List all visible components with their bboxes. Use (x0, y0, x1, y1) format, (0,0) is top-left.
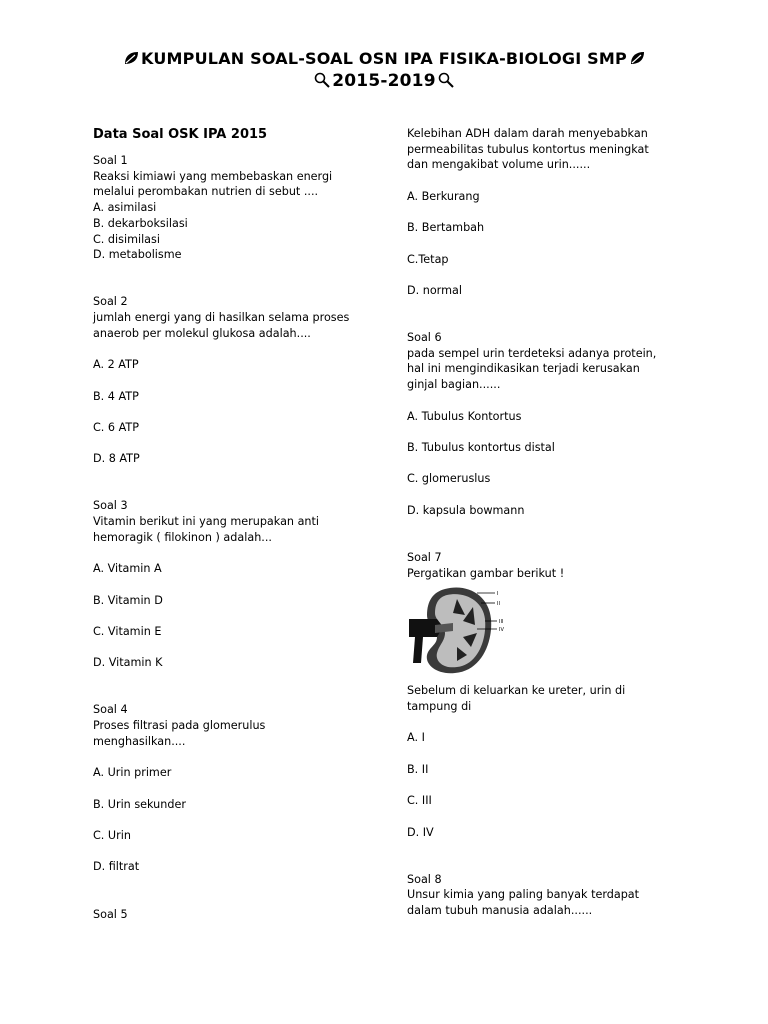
answer-option: C. Urin (93, 829, 131, 843)
answer-option: C. glomeruslus (407, 472, 491, 486)
question-text: permeabilitas tubulus kontortus meningkat (407, 142, 649, 156)
answer-option: B. Tubulus kontortus distal (407, 440, 555, 454)
question-text: hemoragik ( filokinon ) adalah... (93, 530, 272, 544)
question-label: Soal 6 (407, 331, 442, 345)
answer-option: D. normal (407, 283, 462, 297)
answer-option: B. II (407, 762, 429, 776)
right-column (407, 126, 707, 919)
answer-option: D. kapsula bowmann (407, 503, 525, 517)
kidney-diagram (407, 585, 517, 677)
figure-label: I (497, 591, 499, 598)
answer-option: C.Tetap (407, 252, 449, 266)
magnifier-icon (438, 72, 454, 88)
question-text: menghasilkan.... (93, 734, 186, 748)
answer-option: A. Tubulus Kontortus (407, 409, 522, 423)
answer-option: B. Vitamin D (93, 593, 163, 607)
page-subtitle (0, 70, 768, 92)
answer-option: B. Bertambah (407, 221, 485, 235)
question-label: Soal 4 (93, 703, 128, 717)
question-label: Soal 2 (93, 295, 128, 309)
answer-option: B. Urin sekunder (93, 797, 186, 811)
question-text: dan mengakibat volume urin...... (407, 158, 591, 172)
question-text: jumlah energi yang di hasilkan selama proses (93, 311, 350, 325)
section-heading: Data Soal OSK IPA 2015 (93, 127, 268, 142)
title-line2: 2015-2019 (332, 71, 436, 91)
question-text: tampung di (407, 699, 472, 713)
title-line1: KUMPULAN SOAL-SOAL OSN IPA FISIKA-BIOLOGI SMP (141, 49, 627, 68)
answer-option: D. filtrat (93, 860, 140, 874)
question-text: Proses filtrasi pada glomerulus (93, 719, 266, 733)
question-text: anaerob per molekul glukosa adalah.... (93, 326, 311, 340)
answer-option: A. Berkurang (407, 189, 480, 203)
question-text: Kelebihan ADH dalam darah menyebabkan (407, 127, 648, 140)
answer-option: A. Urin primer (93, 766, 172, 780)
question-text: dalam tubuh manusia adalah...... (407, 904, 593, 917)
figure-label: III (499, 619, 504, 626)
leaf-icon (629, 50, 645, 66)
answer-option: A. I (407, 731, 425, 745)
question-text: Pergatikan gambar berikut ! (407, 566, 565, 580)
question-text: Sebelum di keluarkan ke ureter, urin di (407, 684, 626, 698)
answer-option: B. dekarboksilasi (93, 216, 188, 230)
answer-option: B. 4 ATP (93, 389, 139, 403)
answer-option: C. disimilasi (93, 232, 160, 246)
question-text: hal ini mengindikasikan terjadi kerusakan (407, 362, 640, 376)
answer-option: D. Vitamin K (93, 656, 163, 670)
figure-label: II (497, 601, 500, 608)
answer-option: A. asimilasi (93, 201, 157, 215)
question-label: Soal 3 (93, 499, 128, 513)
question-text: Unsur kimia yang paling banyak terdapat (407, 888, 640, 902)
question-label: Soal 1 (93, 154, 128, 167)
answer-option: D. IV (407, 825, 434, 839)
answer-option: C. III (407, 794, 432, 808)
page-title (0, 48, 768, 70)
answer-option: D. 8 ATP (93, 452, 140, 466)
question-text: Reaksi kimiawi yang membebaskan energi (93, 169, 333, 183)
figure-label: IV (499, 627, 504, 634)
answer-option: D. metabolisme (93, 248, 182, 262)
question-text: ginjal bagian...... (407, 378, 501, 392)
leaf-icon (123, 50, 139, 66)
magnifier-icon (314, 72, 330, 88)
answer-option: A. Vitamin A (93, 562, 162, 576)
answer-option: C. 6 ATP (93, 420, 139, 434)
question-text: Vitamin berikut ini yang merupakan anti (93, 515, 320, 529)
left-column (93, 126, 393, 922)
question-label: Soal 8 (407, 872, 442, 886)
answer-option: C. Vitamin E (93, 624, 162, 638)
question-label: Soal 5 (93, 907, 128, 921)
answer-option: A. 2 ATP (93, 358, 139, 372)
question-text: pada sempel urin terdeteksi adanya protein, (407, 346, 657, 360)
question-label: Soal 7 (407, 550, 442, 564)
question-text: melalui perombakan nutrien di sebut .... (93, 185, 319, 199)
